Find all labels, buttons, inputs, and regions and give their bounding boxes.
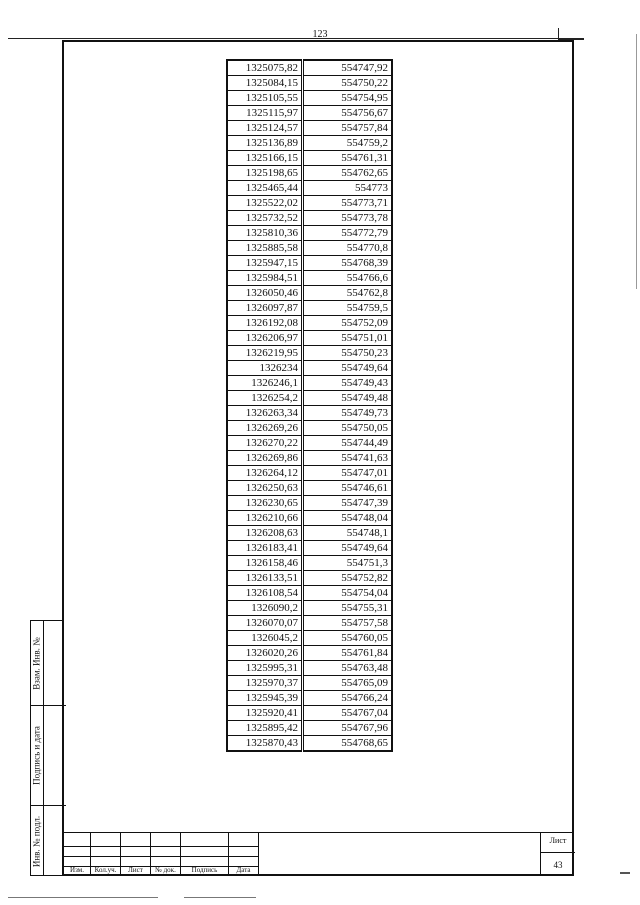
list-label: Лист — [128, 866, 143, 874]
page-number: 123 — [312, 29, 328, 40]
table-row — [227, 316, 392, 331]
n-dok-label: № док. — [155, 866, 176, 874]
x-coordinate-cell: 1325075,82 — [227, 60, 303, 76]
x-coordinate-cell: 1326263,34 — [227, 406, 303, 421]
y-coordinate-cell: 554756,67 — [303, 106, 393, 121]
side-divider — [44, 805, 66, 806]
y-coordinate-cell: 554773 — [303, 181, 393, 196]
y-coordinate-cell: 554749,64 — [303, 541, 393, 556]
y-coordinate-cell: 554748,1 — [303, 526, 393, 541]
x-coordinate-cell: 1325198,65 — [227, 166, 303, 181]
table-row — [227, 511, 392, 526]
table-row — [227, 151, 392, 166]
table-row — [227, 181, 392, 196]
x-coordinate-cell: 1325136,89 — [227, 136, 303, 151]
y-coordinate-cell: 554751,3 — [303, 556, 393, 571]
y-coordinate-cell: 554767,96 — [303, 721, 393, 736]
table-row — [227, 526, 392, 541]
y-coordinate-cell: 554770,8 — [303, 241, 393, 256]
x-coordinate-cell: 1326108,54 — [227, 586, 303, 601]
y-coordinate-cell: 554767,04 — [303, 706, 393, 721]
sheet-number: 43 — [553, 860, 563, 870]
table-row — [227, 466, 392, 481]
table-row — [227, 241, 392, 256]
y-coordinate-cell: 554751,01 — [303, 331, 393, 346]
x-coordinate-cell: 1325984,51 — [227, 271, 303, 286]
y-coordinate-cell: 554773,78 — [303, 211, 393, 226]
y-coordinate-cell: 554773,71 — [303, 196, 393, 211]
izm-label: Изм. — [70, 866, 84, 874]
y-coordinate-cell: 554750,05 — [303, 421, 393, 436]
y-coordinate-cell: 554760,05 — [303, 631, 393, 646]
y-coordinate-cell: 554749,73 — [303, 406, 393, 421]
side-stamp — [30, 620, 64, 876]
x-coordinate-cell: 1326206,97 — [227, 331, 303, 346]
table-row — [227, 451, 392, 466]
table-row — [227, 226, 392, 241]
scan-edge-mark — [636, 34, 637, 289]
table-row — [227, 691, 392, 706]
table-row — [227, 421, 392, 436]
table-row — [227, 331, 392, 346]
x-coordinate-cell: 1325895,42 — [227, 721, 303, 736]
x-coordinate-cell: 1326210,66 — [227, 511, 303, 526]
x-coordinate-cell: 1325970,37 — [227, 676, 303, 691]
y-coordinate-cell: 554754,04 — [303, 586, 393, 601]
y-coordinate-cell: 554755,31 — [303, 601, 393, 616]
x-coordinate-cell: 1326133,51 — [227, 571, 303, 586]
x-coordinate-cell: 1326020,26 — [227, 646, 303, 661]
y-coordinate-cell: 554754,95 — [303, 91, 393, 106]
sheet-label: Лист — [549, 836, 567, 845]
y-coordinate-cell: 554766,6 — [303, 271, 393, 286]
side-divider — [31, 705, 43, 706]
x-coordinate-cell: 1326097,87 — [227, 301, 303, 316]
y-coordinate-cell: 554744,49 — [303, 436, 393, 451]
y-coordinate-cell: 554749,48 — [303, 391, 393, 406]
table-row — [227, 616, 392, 631]
x-coordinate-cell: 1326270,22 — [227, 436, 303, 451]
y-coordinate-cell: 554766,24 — [303, 691, 393, 706]
table-row — [227, 556, 392, 571]
bottom-rule — [184, 897, 256, 898]
inv-podl-label: Инв. № подл. — [31, 815, 42, 868]
podpis-label: Подпись — [191, 866, 218, 874]
x-coordinate-cell: 1326208,63 — [227, 526, 303, 541]
y-coordinate-cell: 554757,84 — [303, 121, 393, 136]
y-coordinate-cell: 554752,82 — [303, 571, 393, 586]
x-coordinate-cell: 1325124,57 — [227, 121, 303, 136]
coordinates-table — [226, 59, 393, 752]
y-coordinate-cell: 554757,58 — [303, 616, 393, 631]
y-coordinate-cell: 554759,5 — [303, 301, 393, 316]
table-row — [227, 721, 392, 736]
x-coordinate-cell: 1325115,97 — [227, 106, 303, 121]
y-coordinate-cell: 554750,23 — [303, 346, 393, 361]
table-row — [227, 676, 392, 691]
x-coordinate-cell: 1326250,63 — [227, 481, 303, 496]
title-block — [62, 832, 574, 876]
y-coordinate-cell: 554748,04 — [303, 511, 393, 526]
table-row — [227, 436, 392, 451]
x-coordinate-cell: 1326158,46 — [227, 556, 303, 571]
table-row — [227, 346, 392, 361]
y-coordinate-cell: 554762,65 — [303, 166, 393, 181]
y-coordinate-cell: 554741,63 — [303, 451, 393, 466]
y-coordinate-cell: 554749,64 — [303, 361, 393, 376]
table-row — [227, 571, 392, 586]
x-coordinate-cell: 1326070,07 — [227, 616, 303, 631]
x-coordinate-cell: 1326246,1 — [227, 376, 303, 391]
table-row — [227, 736, 392, 752]
bottom-rule — [8, 897, 158, 898]
y-coordinate-cell: 554768,65 — [303, 736, 393, 752]
table-row — [227, 361, 392, 376]
scan-edge-mark — [620, 872, 630, 874]
vzam-inv-label: Взам. Инв. № — [31, 637, 42, 690]
table-row — [227, 196, 392, 211]
table-row — [227, 301, 392, 316]
table-row — [227, 661, 392, 676]
table-row — [227, 121, 392, 136]
x-coordinate-cell: 1325885,58 — [227, 241, 303, 256]
top-rule — [8, 38, 584, 39]
x-coordinate-cell: 1326269,86 — [227, 451, 303, 466]
y-coordinate-cell: 554761,31 — [303, 151, 393, 166]
table-row — [227, 256, 392, 271]
title-top-line — [62, 832, 574, 833]
x-coordinate-cell: 1326183,41 — [227, 541, 303, 556]
table-row — [227, 646, 392, 661]
x-coordinate-cell: 1325084,15 — [227, 76, 303, 91]
x-coordinate-cell: 1326269,26 — [227, 421, 303, 436]
y-coordinate-cell: 554750,22 — [303, 76, 393, 91]
x-coordinate-cell: 1325995,31 — [227, 661, 303, 676]
table-row — [227, 481, 392, 496]
y-coordinate-cell: 554747,92 — [303, 60, 393, 76]
side-divider — [44, 705, 66, 706]
x-coordinate-cell: 1325732,52 — [227, 211, 303, 226]
table-row — [227, 586, 392, 601]
kol-uch-label: Кол.уч. — [94, 866, 117, 874]
y-coordinate-cell: 554765,09 — [303, 676, 393, 691]
sheet-divider — [541, 852, 575, 853]
x-coordinate-cell: 1326230,65 — [227, 496, 303, 511]
table-row — [227, 601, 392, 616]
y-coordinate-cell: 554762,8 — [303, 286, 393, 301]
table-row — [227, 91, 392, 106]
y-coordinate-cell: 554747,39 — [303, 496, 393, 511]
y-coordinate-cell: 554768,39 — [303, 256, 393, 271]
table-row — [227, 376, 392, 391]
y-coordinate-cell: 554772,79 — [303, 226, 393, 241]
x-coordinate-cell: 1326045,2 — [227, 631, 303, 646]
y-coordinate-cell: 554763,48 — [303, 661, 393, 676]
table-row — [227, 271, 392, 286]
table-row — [227, 106, 392, 121]
x-coordinate-cell: 1326219,95 — [227, 346, 303, 361]
y-coordinate-cell: 554749,43 — [303, 376, 393, 391]
x-coordinate-cell: 1325810,36 — [227, 226, 303, 241]
x-coordinate-cell: 1325465,44 — [227, 181, 303, 196]
table-row — [227, 211, 392, 226]
sheet-box — [540, 832, 575, 876]
y-coordinate-cell: 554761,84 — [303, 646, 393, 661]
x-coordinate-cell: 1325522,02 — [227, 196, 303, 211]
side-divider — [31, 805, 43, 806]
table-row — [227, 406, 392, 421]
title-col-line — [258, 832, 259, 876]
x-coordinate-cell: 1326192,08 — [227, 316, 303, 331]
table-row — [227, 286, 392, 301]
table-row — [227, 496, 392, 511]
x-coordinate-cell: 1325947,15 — [227, 256, 303, 271]
y-coordinate-cell: 554752,09 — [303, 316, 393, 331]
table-row — [227, 60, 392, 76]
x-coordinate-cell: 1325166,15 — [227, 151, 303, 166]
table-row — [227, 541, 392, 556]
podpis-data-label: Подпись и дата — [31, 726, 42, 785]
table-row — [227, 631, 392, 646]
x-coordinate-cell: 1326234 — [227, 361, 303, 376]
y-coordinate-cell: 554759,2 — [303, 136, 393, 151]
x-coordinate-cell: 1326264,12 — [227, 466, 303, 481]
data-label: Дата — [236, 866, 251, 874]
y-coordinate-cell: 554747,01 — [303, 466, 393, 481]
x-coordinate-cell: 1326050,46 — [227, 286, 303, 301]
table-row — [227, 76, 392, 91]
y-coordinate-cell: 554746,61 — [303, 481, 393, 496]
x-coordinate-cell: 1325945,39 — [227, 691, 303, 706]
table-row — [227, 136, 392, 151]
table-row — [227, 166, 392, 181]
x-coordinate-cell: 1325920,41 — [227, 706, 303, 721]
x-coordinate-cell: 1325105,55 — [227, 91, 303, 106]
corner-box — [558, 28, 584, 40]
x-coordinate-cell: 1325870,43 — [227, 736, 303, 752]
table-row — [227, 706, 392, 721]
x-coordinate-cell: 1326090,2 — [227, 601, 303, 616]
x-coordinate-cell: 1326254,2 — [227, 391, 303, 406]
table-row — [227, 391, 392, 406]
